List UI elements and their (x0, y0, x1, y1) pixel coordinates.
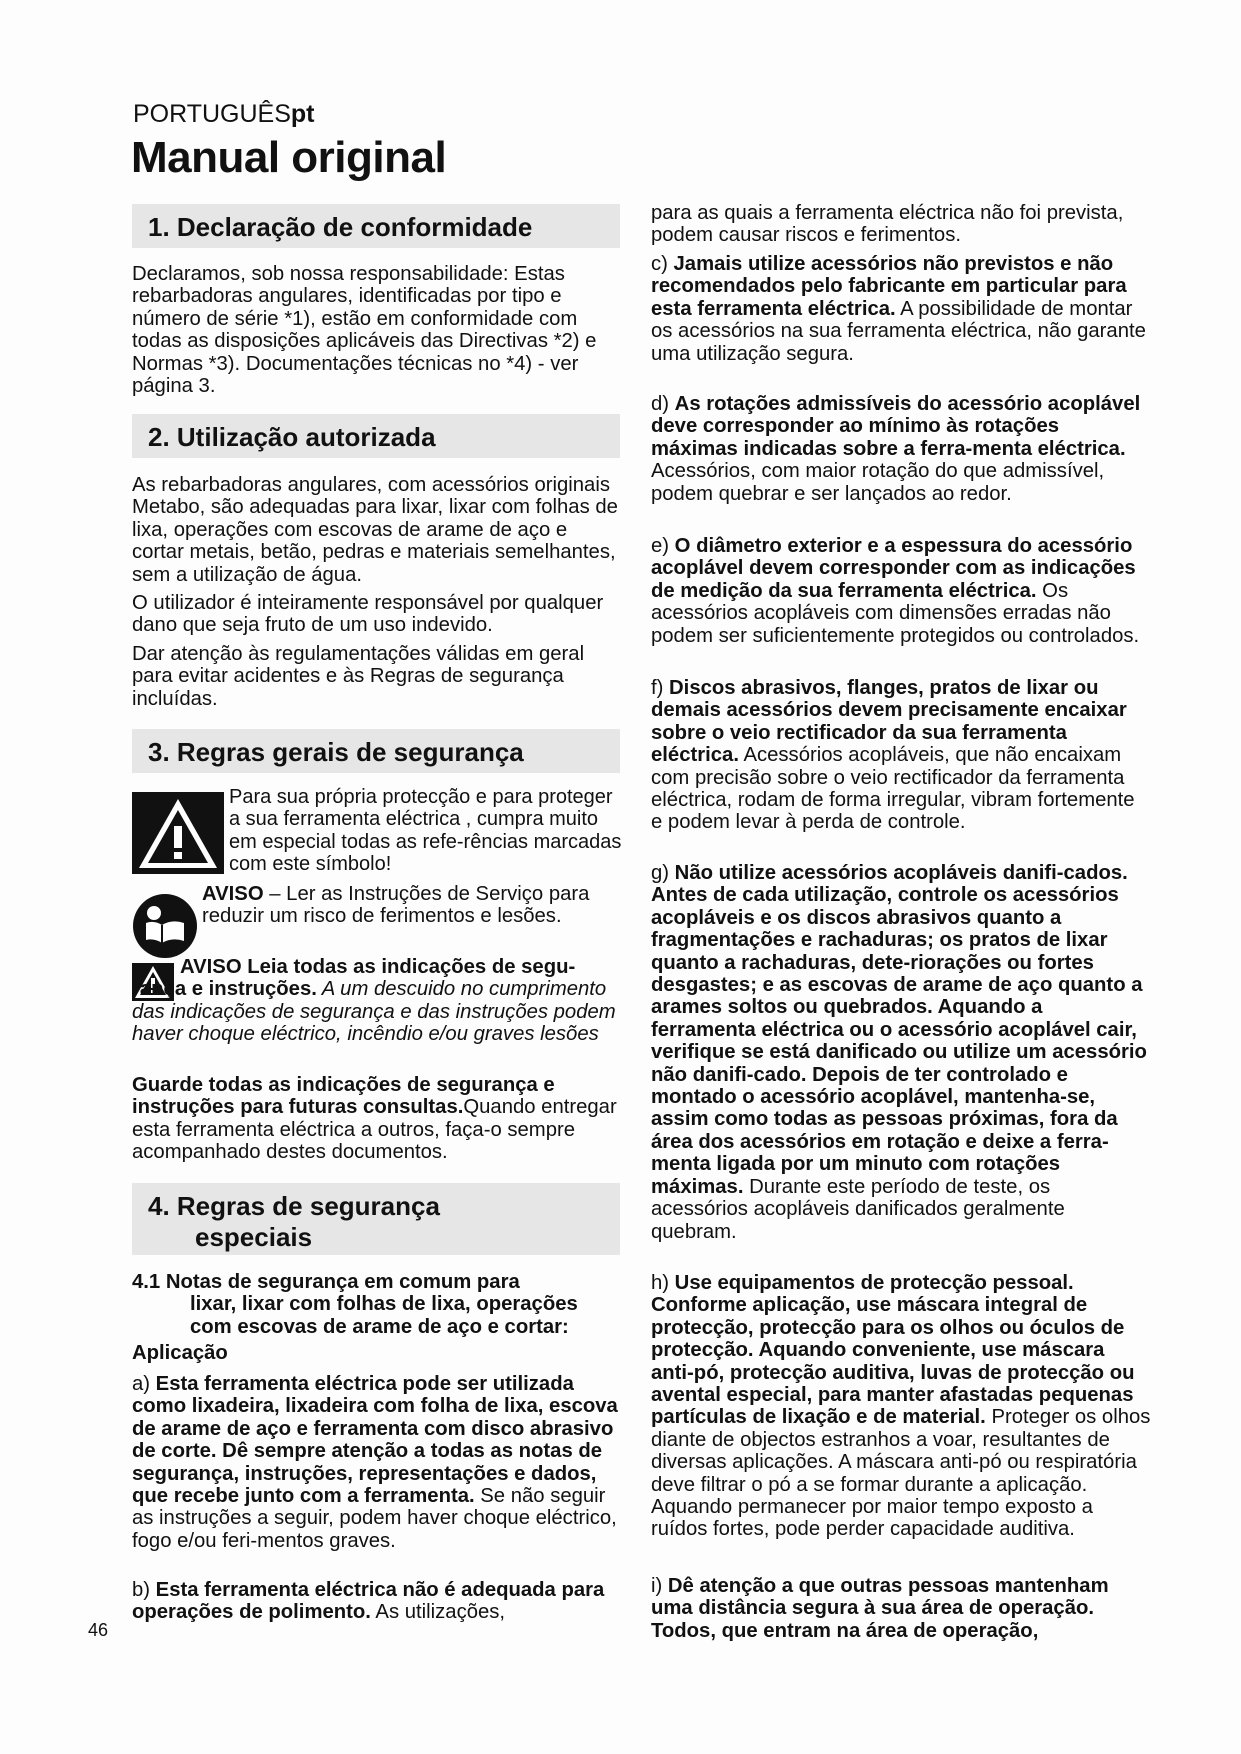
item-c-text: A possibilidade de montar os acessórios na sua ferramenta eléctrica, não garante uma utilização segura. (651, 297, 1146, 365)
item-i-bold: Dê atenção a que outras pessoas mantenham uma distância segura à sua área de operação. Todos, que entram na área de operação, (651, 1575, 1109, 1642)
section-4-1-heading-line-2: lixar, lixar com folhas de lixa, operações (190, 1293, 578, 1316)
aviso-read-instructions (202, 883, 622, 928)
item-a-prefix: a) (132, 1373, 156, 1395)
page-title: Manual original (131, 133, 447, 182)
item-b-prefix: b) (132, 1579, 156, 1601)
item-e-bold: O diâmetro exterior e a espessura do acessório acoplável devem corresponder com as indicações de medição da sua ferramenta eléctrica. (651, 535, 1136, 602)
keep-instructions-text: Quando entregar esta ferramenta eléctrica a outros, faça-o sempre acompanhado destes documentos. (132, 1096, 617, 1164)
item-f-text: Acessórios acopláveis, que não encaixam com precisão sobre o veio rectificador da ferramenta eléctrica, rodam de forma irregular, vibram fortemente e podem levar à perda de controle. (651, 744, 1135, 834)
item-h (651, 1272, 1151, 1541)
warning-triangle-icon (132, 792, 224, 874)
item-g-text: Durante este período de teste, os acessórios acopláveis danificados geralmente quebram. (651, 1175, 1065, 1243)
language-label (133, 100, 315, 129)
item-e (651, 535, 1151, 647)
item-b-continued: para as quais a ferramenta eléctrica não foi prevista, podem causar riscos e ferimentos. (651, 202, 1124, 247)
section-3-heading: 3. Regras gerais de segurança (132, 729, 620, 773)
item-f-bold: Discos abrasivos, flanges, pratos de lixar ou demais acessórios devem precisamente encaixar sobre o veio rectificador da sua ferramenta eléctrica. (651, 677, 1127, 767)
item-b-text: As utilizações, (370, 1601, 506, 1624)
item-e-text: Os acessórios acopláveis com dimensões erradas não podem ser suficientemente protegidos ou controlados. (651, 579, 1140, 647)
item-c-bold: Jamais utilize acessórios não previstos e não recomendados pelo fabricante em particular para esta ferramenta eléctrica. (651, 253, 1127, 320)
section-1-heading: 1. Declaração de conformidade (132, 204, 620, 248)
item-c-prefix: c) (651, 253, 674, 275)
item-g (651, 862, 1151, 1243)
section-4-heading-line-1: 4. Regras de segurança (148, 1191, 440, 1221)
item-d (651, 393, 1151, 505)
section-4-heading-line-2: especiais (195, 1222, 313, 1252)
item-h-bold: Use equipamentos de protecção pessoal. Conforme aplicação, use máscara integral de protecção, protecção para os olhos ou óculos de protecção. Aquando conveniente, use máscara anti-pó, protecção auditiva, luvas de protecção ou avental especial, para manter afastadas pequenas partículas de lixação e de material. (651, 1272, 1135, 1429)
item-d-bold: As rotações admissíveis do acessório acoplável deve corresponder ao mínimo às rotações máximas indicadas sobre a ferra-menta eléctrica. (651, 393, 1141, 460)
section-4-1-heading-line-1: 4.1 Notas de segurança em comum para (132, 1271, 520, 1293)
page-number: 46 (88, 1620, 109, 1640)
section-2-paragraph-2: O utilizador é inteiramente responsável por qualquer dano que seja fruto de um uso indevido. (132, 592, 604, 637)
item-g-bold: Não utilize acessórios acopláveis danifi-cados. Antes de cada utilização, controle os acessórios acopláveis e os discos abrasivos quanto a fragmentações e rachaduras; os pratos de lixar quanto a rachaduras, dete-riorações ou fortes desgastes; e as escovas de arame de aço quanto a arames soltos ou quebrados. Aquando a ferramenta eléctrica ou o acessório acoplável cair, verifique se está danificado ou utilize um acessório não danifi-cado. Depois de ter controlado e montado o acessório acoplável, mantenha-se, assim como todas as pessoas próximas, fora da área dos acessórios em rotação e deixe a ferra-menta ligada por um minuto com rotações máximas. (651, 862, 1147, 1198)
item-d-prefix: d) (651, 393, 675, 415)
aviso-label: AVISO (202, 883, 264, 905)
section-2-paragraph-1: As rebarbadoras angulares, com acessórios originais Metabo, são adequadas para lixar, lixar com folhas de lixa, operações com escovas de arame de aço e cortar metais, betão, pedras e materiais semelhantes, sem a utilização de água. (132, 474, 618, 586)
item-h-prefix: h) (651, 1272, 675, 1294)
keep-instructions-paragraph (132, 1074, 622, 1164)
item-g-prefix: g) (651, 862, 675, 884)
symbol-note-text: Para sua própria protecção e para proteger a sua ferramenta eléctrica , cumpra muito em especial todas as refe-rências marcadas com este símbolo! (229, 786, 622, 876)
section-4-heading (132, 1183, 620, 1255)
section-4-1-heading (132, 1271, 622, 1338)
item-a (132, 1373, 622, 1552)
keep-instructions-bold: Guarde todas as indicações de segurança e instruções para futuras consultas. (132, 1074, 555, 1119)
item-f-prefix: f) (651, 677, 670, 699)
item-a-text: Se não seguir as instruções a seguir, podem haver choque eléctrico, fogo e/ou feri-mentos graves. (132, 1485, 617, 1552)
aplicacao-heading: Aplicação (132, 1342, 228, 1364)
aviso-bold-text: AVISO Leia todas as indicações de segu-rança e instruções. (132, 956, 576, 1001)
item-a-bold: Esta ferramenta eléctrica pode ser utilizada como lixadeira, lixadeira com folha de lixa, escova de arame de aço e ferramenta com disco abrasivo de corte. Dê sempre atenção a todas as notas de segurança, instruções, representações e dados, que recebe junto com a ferramenta. (132, 1373, 618, 1508)
item-h-text: Proteger os olhos diante de objectos estranhos a voar, resultantes de diversas aplicações. A máscara anti-pó ou respiratória deve filtrar o pó a se formar durante a aplicação. Aquando permanecer por maior tempo exposto a ruídos fortes, pode perder capacidade auditiva. (651, 1406, 1151, 1541)
language-code: pt (290, 100, 315, 128)
section-1-text: Declaramos, sob nossa responsabilidade: Estas rebarbadoras angulares, identificadas por tipo e número de série *1), estão em conformidade com todas as disposições aplicáveis das Directivas *2) e Normas *3). Documentações técnicas no *4) - ver página 3. (132, 263, 597, 398)
item-i-prefix: i) (651, 1575, 668, 1597)
read-manual-icon (132, 893, 198, 959)
language-name: PORTUGUÊS (133, 100, 291, 128)
item-e-prefix: e) (651, 535, 675, 557)
item-f (651, 677, 1151, 834)
item-b (132, 1579, 622, 1624)
item-d-text: Acessórios, com maior rotação do que admissível, podem quebrar e ser lançados ao redor. (651, 460, 1105, 505)
item-b-bold: Esta ferramenta eléctrica não é adequada para operações de polimento. (132, 1579, 605, 1624)
section-2-heading: 2. Utilização autorizada (132, 414, 620, 458)
section-4-1-heading-line-3: com escovas de arame de aço e cortar: (190, 1315, 569, 1338)
item-i (651, 1575, 1151, 1642)
aviso-text: – Ler as Instruções de Serviço para reduzir um risco de ferimentos e lesões. (202, 883, 590, 928)
item-c (651, 253, 1151, 365)
aviso-read-all-indications (132, 956, 622, 1046)
aviso-italic-text: A um descuido no cumprimento das indicações de segurança e das instruções podem haver choque eléctrico, incêndio e/ou graves lesões (132, 978, 616, 1046)
section-2-paragraph-3: Dar atenção às regulamentações válidas em geral para evitar acidentes e às Regras de segurança incluídas. (132, 643, 585, 710)
